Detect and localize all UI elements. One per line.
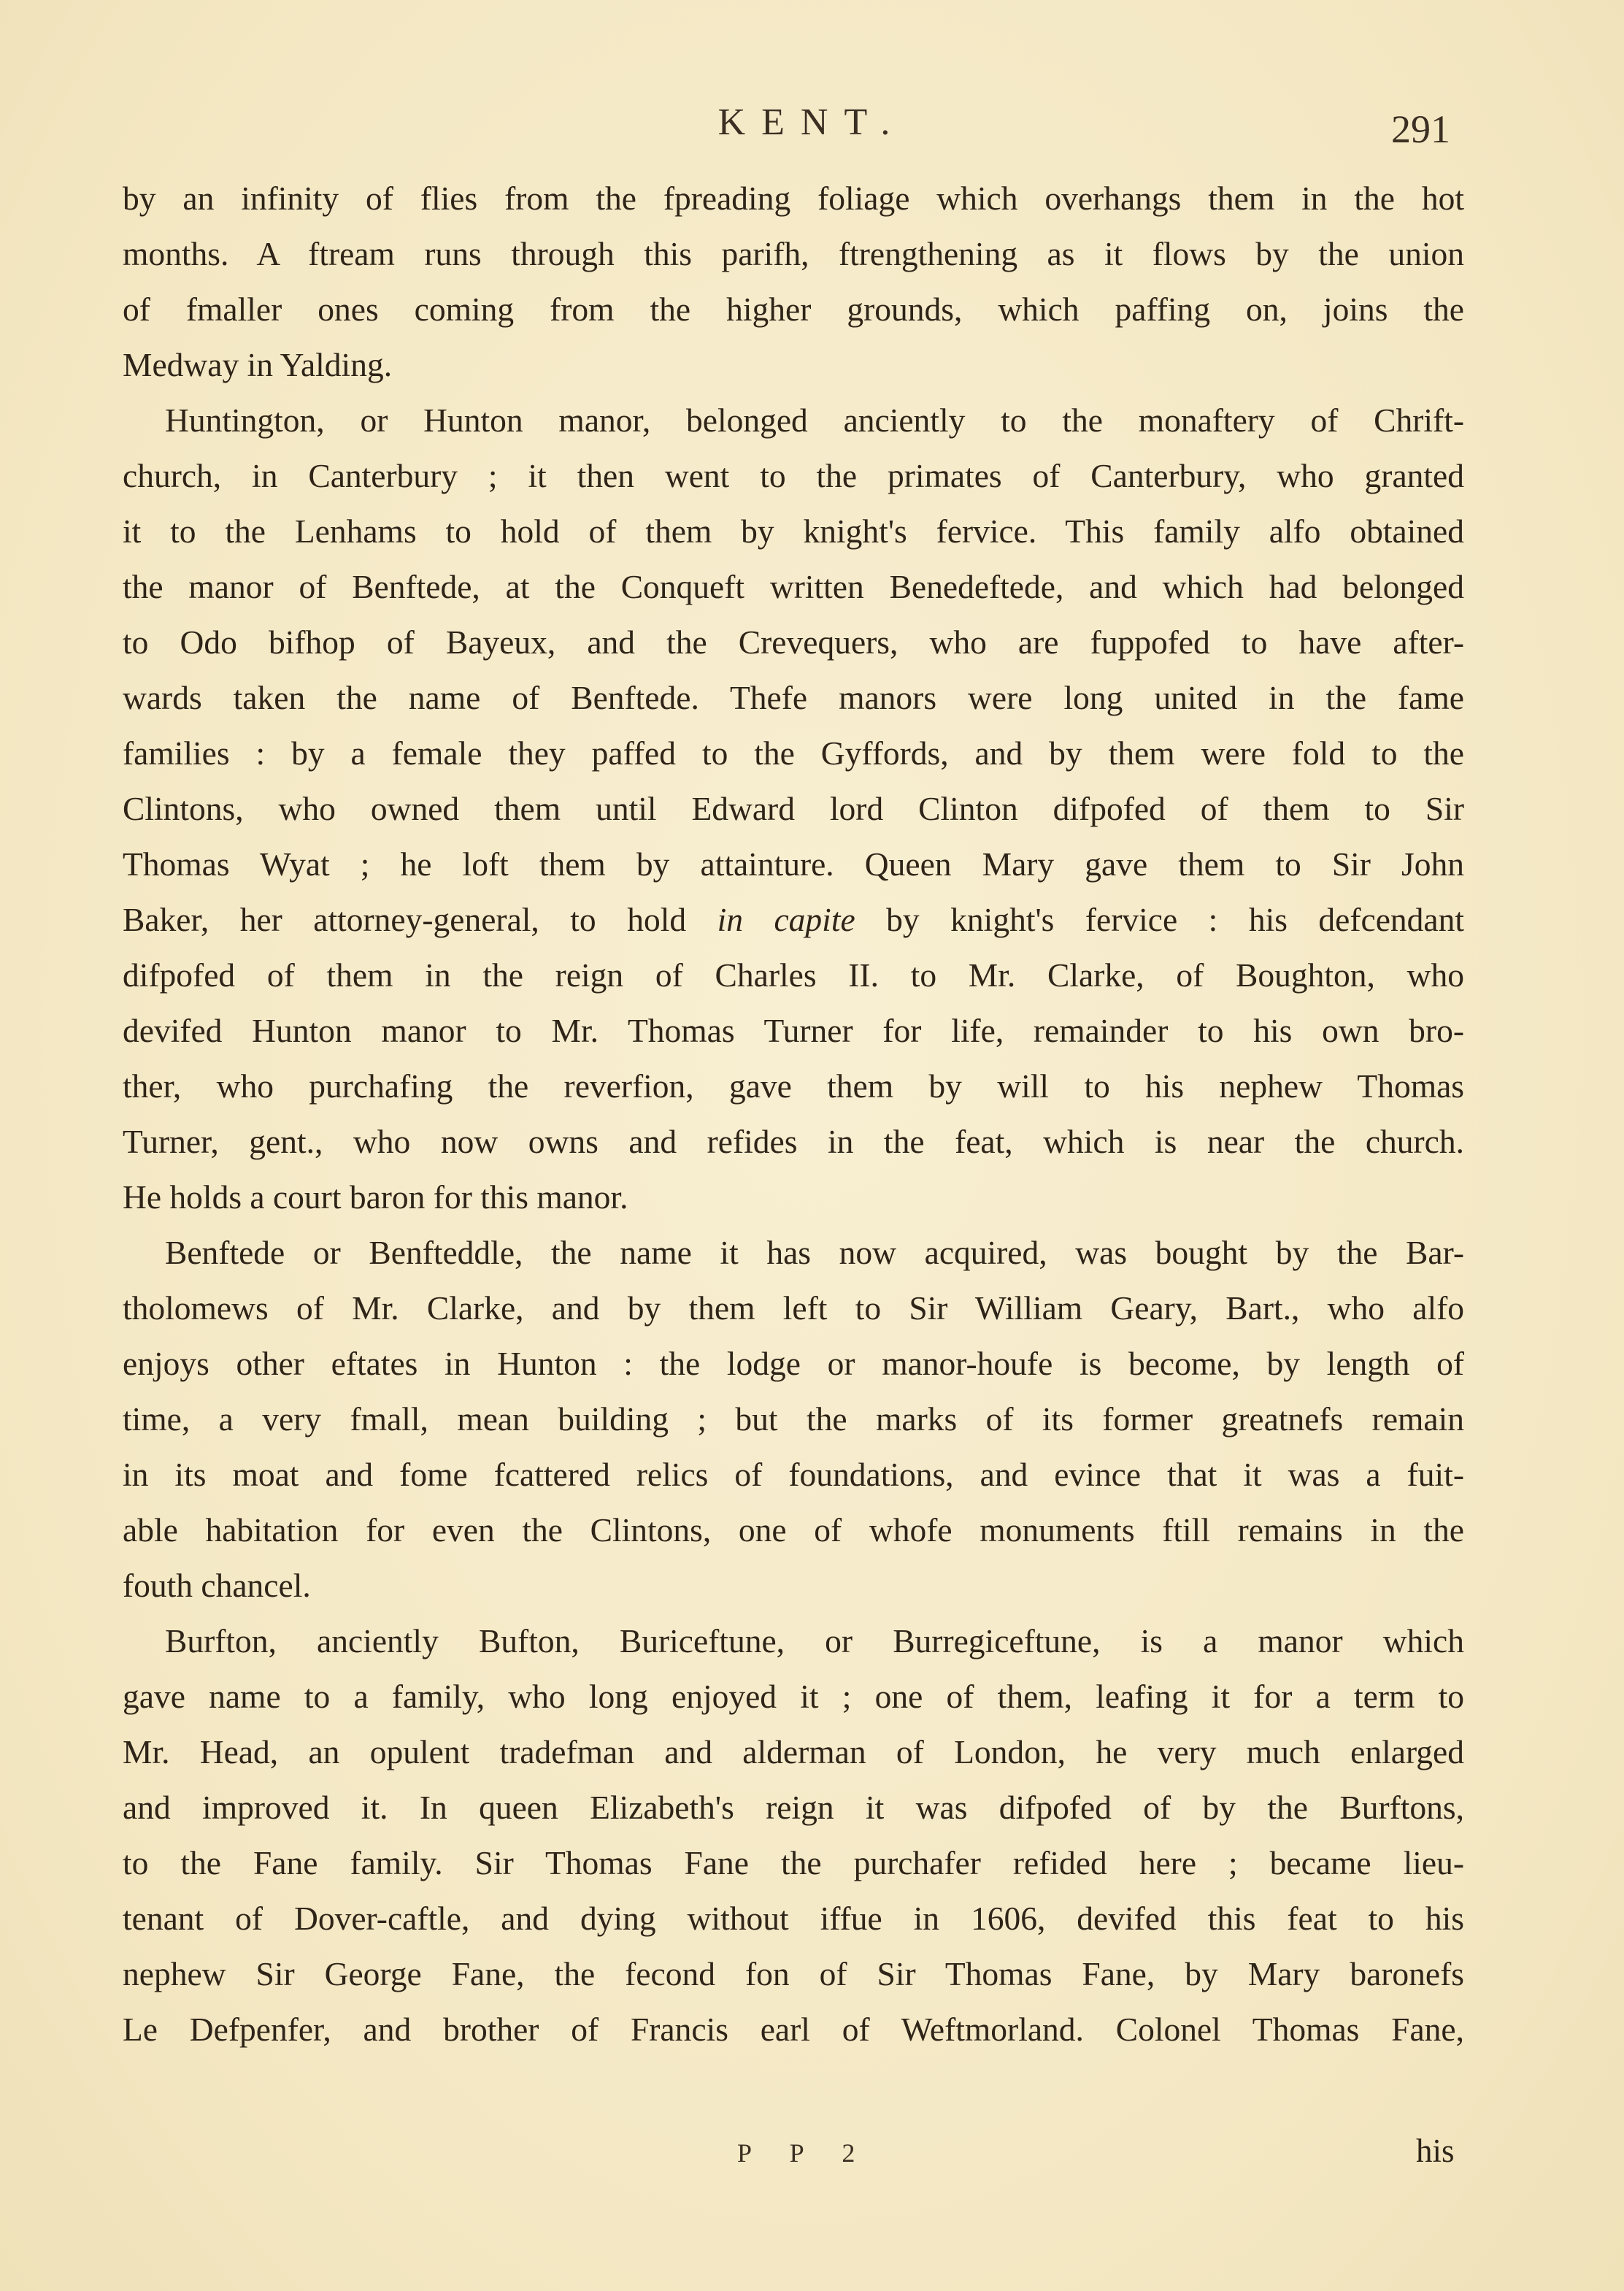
text-line: Baker, her attorney-general, to hold in capite by knight's fervice : his defcendant [123,901,1464,938]
body-text [123,171,1464,2057]
text-line: Medway in Yalding. [123,346,393,383]
text-line: wards taken the name of Benftede. Thefe manors were long united in the fame [123,679,1464,716]
text-line: Huntington, or Hunton manor, belonged anciently to the monaftery of Chrift- [165,402,1464,439]
text-line: gave name to a family, who long enjoyed it ; one of them, leafing it for a term to [123,1678,1464,1715]
text-line: of fmaller ones coming from the higher grounds, which paffing on, joins the [123,291,1464,328]
text-line: Mr. Head, an opulent tradefman and alderman of London, he very much enlarged [123,1733,1464,1770]
text-line: Benftede or Benfteddle, the name it has now acquired, was bought by the Bar- [165,1234,1464,1271]
text-line: Thomas Wyat ; he loft them by attainture. Queen Mary gave them to Sir John [123,845,1464,883]
text-line: the manor of Benftede, at the Conqueft written Benedeftede, and which had belonged [123,568,1464,605]
text-line: and improved it. In queen Elizabeth's reign it was difpofed of by the Burftons, [123,1789,1464,1826]
text-line: in its moat and fome fcattered relics of foundations, and evince that it was a fuit- [123,1456,1464,1493]
text-line: nephew Sir George Fane, the fecond fon of Sir Thomas Fane, by Mary baronefs [123,1955,1464,1992]
signature-mark: P P 2 [737,2138,871,2168]
text-line: it to the Lenhams to hold of them by knight's fervice. This family alfo obtained [123,513,1464,550]
text-line: difpofed of them in the reign of Charles II. to Mr. Clarke, of Boughton, who [123,956,1464,994]
running-head: KENT. [717,101,907,143]
text-line: Clintons, who owned them until Edward lord Clinton difpofed of them to Sir [123,790,1464,827]
text-line: enjoys other eftates in Hunton : the lodge or manor-houfe is become, by length of [123,1345,1464,1382]
text-line: ther, who purchafing the reverfion, gave them by will to his nephew Thomas [123,1067,1464,1105]
text-line: tholomews of Mr. Clarke, and by them left to Sir William Geary, Bart., who alfo [123,1289,1464,1327]
text-line: able habitation for even the Clintons, one of whofe monuments ftill remains in the [123,1511,1464,1549]
page-number: 291 [1391,107,1450,151]
text-line: families : by a female they paffed to the Gyffords, and by them were fold to the [123,734,1464,772]
text-line: to Odo bifhop of Bayeux, and the Crevequers, who are fuppofed to have after- [123,623,1464,661]
text-line: to the Fane family. Sir Thomas Fane the purchafer refided here ; became lieu- [123,1844,1464,1881]
text-line: time, a very fmall, mean building ; but the marks of its former greatnefs remain [123,1400,1464,1438]
text-line: Le Defpenfer, and brother of Francis earl of Weftmorland. Colonel Thomas Fane, [123,2011,1464,2048]
text-line: months. A ftream runs through this parifh, ftrengthening as it flows by the union [123,235,1464,272]
text-line: He holds a court baron for this manor. [123,1178,628,1216]
text-line: church, in Canterbury ; it then went to the primates of Canterbury, who granted [123,457,1464,494]
catchword: his [1416,2133,1455,2169]
text-line: by an infinity of flies from the fpreading foliage which overhangs them in the hot [123,180,1464,217]
text-line: Turner, gent., who now owns and refides in the feat, which is near the church. [123,1123,1464,1160]
text-line: fouth chancel. [123,1567,311,1604]
text-line: Burfton, anciently Bufton, Buriceftune, or Burregiceftune, is a manor which [165,1622,1464,1659]
text-line: devifed Hunton manor to Mr. Thomas Turner for life, remainder to his own bro- [123,1012,1464,1049]
text-line: tenant of Dover-caftle, and dying without iffue in 1606, devifed this feat to his [123,1900,1464,1937]
